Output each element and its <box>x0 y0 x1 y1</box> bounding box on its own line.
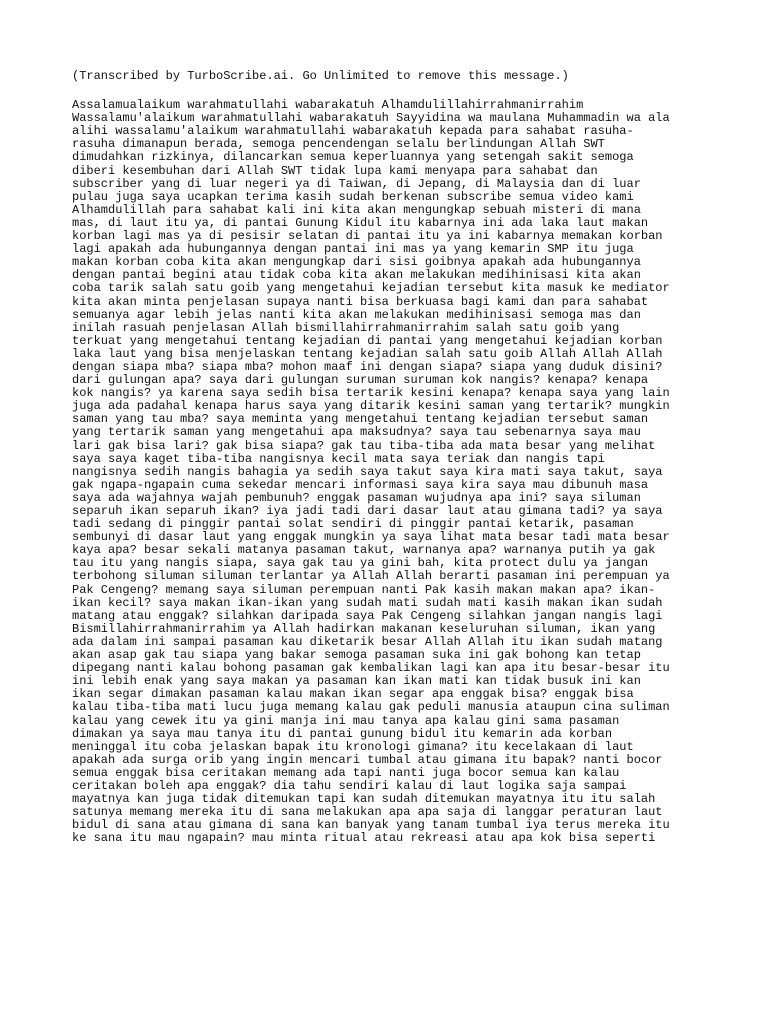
transcript-line: lari gak bisa lari? gak bisa siapa? gak tau tiba-tiba ada mata besar yang melihat <box>72 438 656 453</box>
transcript-line: Assalamualaikum warahmatullahi wabarakatuh Alhamdulillahirrahmanirrahim <box>72 98 584 113</box>
transcript-line: rasuha dimanapun berada, semoga pencendengan selalu berlindungan Allah SWT <box>72 137 605 152</box>
transcript-line: Alhamdulillah para sahabat kali ini kita akan mengungkap sebuah misteri di mana <box>72 202 641 217</box>
transcript-line: nangisnya sedih nangis bahagia ya sedih saya takut saya kira mati saya takut, saya <box>72 464 663 479</box>
transcript-line: kalau tiba-tiba mati lucu juga memang kalau gak peduli manusia ataupun cina suliman <box>72 700 670 715</box>
transcript-line: satunya memang mereka itu di sana melakukan apa apa saja di langgar peraturan laut <box>72 805 663 820</box>
transcript-line: yang tertarik saman yang mengetahui apa maksudnya? saya tau sebenarnya saya mau <box>72 425 641 440</box>
transcript-line: laka laut yang bisa menjelaskan tentang kejadian salah satu goib Allah Allah Allah <box>72 346 663 361</box>
transcript-line: semuanya agar lebih jelas nanti kita akan melakukan medihinisasi semoga mas dan <box>72 307 641 322</box>
transcript-line: ikan segar dimakan pasaman kalau makan ikan segar apa enggak bisa? enggak bisa <box>72 687 634 702</box>
transcript-line: tau itu yang nangis siapa, saya gak tau ya gini bah, kita protect dulu ya jangan <box>72 556 649 571</box>
transcript-line: mas, di laut itu ya, di pantai Gunung Kidul itu kabarnya ini ada laka laut makan <box>72 215 649 230</box>
transcript-line: kok nangis? ya karena saya sedih bisa tertarik kesini kenapa? kenapa saya yang lain <box>72 386 670 401</box>
transcript-line: mayatnya kan juga tidak ditemukan tapi kan sudah ditemukan mayatnya itu itu salah <box>72 792 656 807</box>
transcript-line: ceritakan boleh apa enggak? dia tahu sendiri kalau di laut logika saja sampai <box>72 778 627 793</box>
transcript-line: dimakan ya saya mau tanya itu di pantai gunung bidul itu kemarin ada korban <box>72 726 613 741</box>
transcript-line: kaya apa? besar sekali matanya pasaman takut, warnanya apa? warnanya putih ya gak <box>72 543 656 558</box>
transcript-line: ada dalam ini sampai pasaman kau diketarik besar Allah Allah itu ikan sudah matang <box>72 634 663 649</box>
transcript-line: lagi apakah ada hubungannya dengan pantai ini mas ya yang kemarin SMP itu juga <box>72 242 634 257</box>
transcript-line: dengan siapa mba? siapa mba? mohon maaf ini dengan siapa? siapa yang duduk disini? <box>72 359 663 374</box>
transcript-line: dipegang nanti kalau bohong pasaman gak kembalikan lagi kan apa itu besar-besar itu <box>72 661 670 676</box>
transcript-line: saya saya kaget tiba-tiba nangisnya kecil mata saya teriak dan nangis tapi <box>72 451 605 466</box>
transcript-line: saya ada wajahnya wajah pembunuh? enggak pasaman wujudnya apa ini? saya siluman <box>72 490 641 505</box>
transcript-line: separuh ikan separuh ikan? iya jadi tadi dari dasar laut atau gimana tadi? ya saya <box>72 504 663 518</box>
transcript-line: coba tarik salah satu goib yang mengetahui kejadian tersebut kita masuk ke mediator <box>72 281 670 296</box>
transcript-line: Bismillahirrahmanirrahim ya Allah hadirkan makanan keseluruhan siluman, ikan yang <box>72 621 656 636</box>
transcript-line: apakah ada surga orib yang ingin mencari tumbal atau gimana itu bapak? nanti bocor <box>72 752 663 767</box>
transcript-line: terbohong siluman siluman terlantar ya Allah Allah berarti pasaman ini perempuan ya <box>72 569 670 584</box>
transcript-line: ini lebih enak yang saya makan ya pasaman kan ikan mati kan tidak busuk ini kan <box>72 674 641 689</box>
transcript-body <box>72 99 712 845</box>
transcript-line: alihi wassalamu'alaikum warahmatullahi wabarakatuh kepada para sahabat rasuha- <box>72 124 634 139</box>
transcript-line: juga ada padahal kenapa harus saya yang ditarik kesini saman yang tertarik? mungkin <box>72 399 670 414</box>
transcript-line: pulau juga saya ucapkan terima kasih sudah berkenan subscribe semua video kami <box>72 189 634 204</box>
transcript-line: semua enggak bisa ceritakan memang ada tapi nanti juga bocor semua kan kalau <box>72 765 620 780</box>
transcript-line: saman yang tau mba? saya meminta yang mengetahui tentang kejadian tersebut saman <box>72 412 649 427</box>
transcript-line: dimudahkan rizkinya, dilancarkan semua keperluannya yang setengah sakit semoga <box>72 150 634 165</box>
transcript-line: tadi sedang di pinggir pantai solat sendiri di pinggir pantai ketarik, pasaman <box>72 517 634 532</box>
transcript-line: Wassalamu'alaikum warahmatullahi wabarakatuh Sayyidina wa maulana Muhammadin wa ala <box>72 111 670 126</box>
transcript-line: inilah rasuah penjelasan Allah bismillahirrahmanirrahim salah satu goib yang <box>72 320 620 335</box>
transcript-line: kalau yang cewek itu ya gini manja ini mau tanya apa kalau gini sama pasaman <box>72 713 620 728</box>
transcript-line: sembunyi di dasar laut yang enggak mungkin ya saya lihat mata besar tadi mata besar <box>72 530 670 545</box>
transcript-line: Pak Cengeng? memang saya siluman perempuan nanti Pak kasih makan makan apa? ikan- <box>72 582 656 597</box>
transcription-notice: (Transcribed by TurboScribe.ai. Go Unlimited to remove this message.) <box>72 69 569 83</box>
transcript-line: korban lagi mas ya di pesisir selatan di pantai itu ya ini kabarnya memakan korban <box>72 229 663 244</box>
transcript-line: akan asap gak tau siapa yang bakar semoga pasaman suka ini gak bohong kan tetap <box>72 648 641 663</box>
transcript-line: dari gulungan apa? saya dari gulungan suruman suruman kok nangis? kenapa? kenapa <box>72 373 649 388</box>
transcript-line: gak ngapa-ngapain cuma sekedar mencari informasi saya kira saya mau dibunuh masa <box>72 477 649 492</box>
transcript-line: dengan pantai begini atau tidak coba kita akan melakukan medihinisasi kita akan <box>72 268 641 283</box>
transcript-line: meninggal itu coba jelaskan bapak itu kronologi gimana? itu kecelakaan di laut <box>72 739 634 754</box>
transcript-line: makan korban coba kita akan mengungkap dari sisi goibnya apakah ada hubungannya <box>72 255 641 270</box>
transcript-line: diberi kesembuhan dari Allah SWT tidak lupa kami menyapa para sahabat dan <box>72 163 598 178</box>
transcript-line: terkuat yang mengetahui tentang kejadian di pantai yang mengetahui kejadian korban <box>72 333 663 348</box>
transcript-line: subscriber yang di luar negeri ya di Taiwan, di Jepang, di Malaysia dan di luar <box>72 176 641 191</box>
transcript-line: ke sana itu mau ngapain? mau minta ritual atau rekreasi atau apa kok bisa seperti <box>72 831 656 846</box>
transcript-line: ikan kecil? saya makan ikan-ikan yang sudah mati sudah mati kasih makan ikan sudah <box>72 595 663 610</box>
document-page <box>72 70 712 845</box>
transcript-line: bidul di sana atau gimana di sana kan banyak yang tanam tumbal iya terus mereka itu <box>72 818 670 833</box>
transcript-line: kita akan minta penjelasan supaya nanti bisa berkuasa bagi kami dan para sahabat <box>72 294 649 309</box>
transcript-line: matang atau enggak? silahkan daripada saya Pak Cengeng silahkan jangan nangis lagi <box>72 608 663 623</box>
